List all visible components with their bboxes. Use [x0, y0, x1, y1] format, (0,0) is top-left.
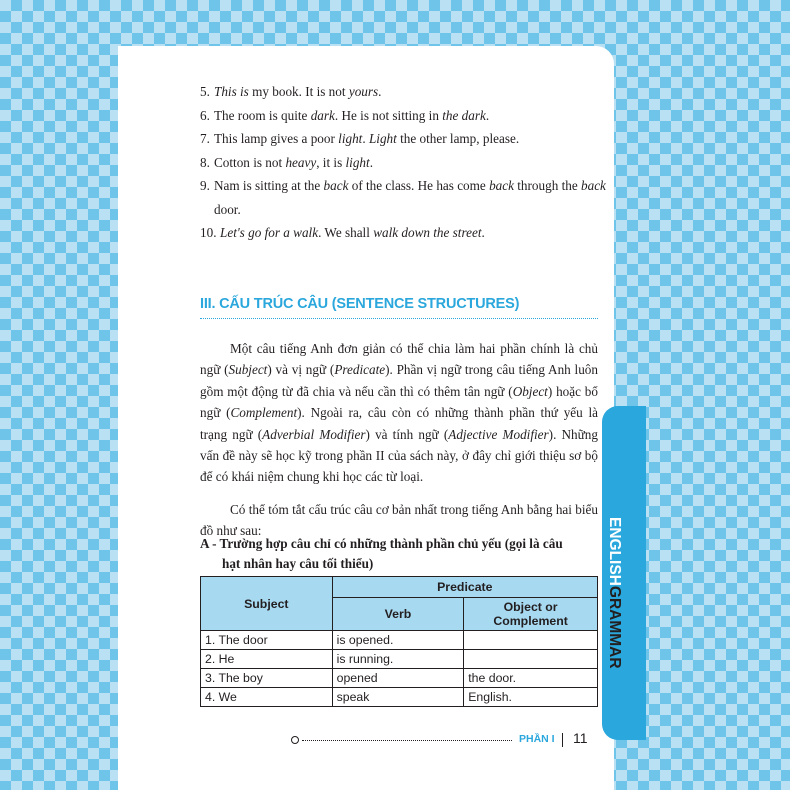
example-number: 7.: [200, 131, 210, 146]
text-run: .: [485, 107, 490, 123]
table-row: [201, 650, 598, 669]
italic-term: heavy: [285, 154, 317, 170]
subject-cell: 3. The boy: [201, 669, 333, 688]
text-run: .: [369, 154, 373, 170]
example-item: [200, 151, 610, 175]
example-number: 10.: [200, 225, 217, 240]
subject-cell: 2. He: [201, 650, 333, 669]
text-run: Cotton is not: [214, 154, 286, 170]
subheading-line1: A - Trường hợp câu chỉ có những thành phần chủ yếu (gọi là câu: [200, 536, 563, 551]
page-number: 11: [573, 730, 588, 746]
object-header-line1: Object or: [503, 600, 558, 614]
verb-cell: speak: [332, 688, 464, 707]
subject-cell: 4. We: [201, 688, 333, 707]
object-cell: [464, 650, 598, 669]
object-cell: the door.: [464, 669, 598, 688]
example-number: 5.: [200, 84, 210, 99]
object-cell: English.: [464, 688, 598, 707]
subject-cell: 1. The door: [201, 631, 333, 650]
example-text: [214, 225, 485, 240]
text-run: .: [378, 84, 382, 99]
object-header-line2: Complement: [493, 614, 568, 628]
italic-term: Adjective Modifier: [448, 426, 549, 442]
section-heading: III. CẤU TRÚC CÂU (SENTENCE STRUCTURES): [200, 296, 520, 312]
example-item: [200, 127, 610, 151]
italic-term: Object: [512, 383, 548, 399]
text-run: ). Ngoài ra, câu còn có những thành phần thứ yếu là trạng ngữ (: [200, 405, 598, 442]
example-text: [214, 178, 606, 217]
example-item: [200, 80, 610, 104]
text-run: The room is quite: [214, 107, 311, 123]
footer-separator: [562, 733, 563, 747]
text-run: .: [362, 131, 369, 146]
examples-list: [200, 80, 610, 245]
example-text: [214, 155, 373, 170]
example-number: 8.: [200, 154, 210, 170]
footer-divider: [302, 740, 512, 741]
heading-divider: [200, 318, 598, 319]
italic-term: dark: [310, 107, 335, 123]
text-run: through the: [513, 178, 581, 193]
example-item: [200, 221, 610, 245]
italic-term: light: [345, 154, 370, 170]
object-header: [464, 598, 598, 631]
example-item: [200, 174, 610, 221]
text-run: ) và tính ngữ (: [365, 426, 449, 442]
subheading-a: [200, 534, 598, 574]
table-row: [201, 669, 598, 688]
summary-paragraph-text: Có thể tóm tắt cấu trúc câu cơ bản nhất trong tiếng Anh bằng hai biểu đồ như sau:: [200, 502, 598, 539]
text-run: ). Những vấn đề này sẽ học kỹ trong phần II của sách này, ở đây chỉ giới thiệu sơ bộ để có khái niệm chung khi học các từ loại.: [200, 426, 598, 485]
object-cell: [464, 631, 598, 650]
subheading-line2: hạt nhân hay câu tối thiểu): [222, 556, 374, 571]
italic-term: back: [581, 178, 606, 193]
example-number: 9.: [200, 178, 210, 193]
italic-term: yours: [348, 84, 379, 99]
text-run: door.: [214, 201, 241, 217]
text-run: .: [481, 225, 485, 240]
example-item: [200, 104, 610, 128]
text-run: This lamp gives a poor: [214, 131, 339, 146]
text-run: , it is: [316, 154, 346, 170]
italic-term: Let's go for a walk: [220, 225, 319, 240]
intro-paragraph-text: [200, 341, 598, 484]
italic-term: back: [489, 178, 514, 193]
intro-paragraph: [200, 338, 598, 488]
example-text: [214, 131, 519, 146]
table-row: [201, 688, 598, 707]
footer-part-label: PHẦN I: [519, 733, 555, 745]
text-run: ) và vị ngữ (: [267, 362, 335, 378]
text-run: . We shall: [318, 225, 374, 240]
predicate-header: Predicate: [332, 577, 597, 598]
subject-header: Subject: [201, 577, 333, 631]
italic-term: Adverbial Modifier: [262, 426, 366, 442]
table-row: [201, 631, 598, 650]
italic-term: Subject: [228, 362, 268, 378]
example-text: [214, 84, 381, 99]
text-run: ) hoặc bổ ngữ (: [200, 383, 598, 421]
italic-term: This is: [214, 84, 249, 99]
italic-term: the dark: [442, 107, 486, 123]
side-tab-english: ENGLISH: [606, 517, 623, 586]
text-run: Nam is sitting at the: [214, 178, 324, 193]
sentence-structure-table: [200, 576, 598, 707]
text-run: . He is not sitting in: [334, 107, 443, 123]
verb-header: Verb: [332, 598, 464, 631]
text-run: Một câu tiếng Anh đơn giản có thể chia làm hai phần chính là chủ ngữ (: [200, 341, 598, 378]
text-run: the other lamp, please.: [396, 131, 520, 146]
italic-term: walk down the street: [373, 225, 482, 240]
verb-cell: opened: [332, 669, 464, 688]
italic-term: Complement: [230, 405, 298, 421]
example-number: 6.: [200, 107, 210, 123]
verb-cell: is opened.: [332, 631, 464, 650]
text-run: ). Phần vị ngữ trong câu tiếng Anh luôn gồm một động từ đã chia và nếu cần thì có thêm tân ngữ (: [200, 362, 598, 399]
footer-circle-icon: [291, 736, 299, 744]
example-text: [214, 108, 489, 123]
side-tab-grammar: GRAMMAR: [606, 585, 623, 669]
text-run: of the class. He has come: [348, 178, 490, 193]
text-run: my book. It is not: [248, 84, 349, 99]
italic-term: light: [338, 131, 363, 146]
italic-term: Light: [368, 131, 397, 146]
verb-cell: is running.: [332, 650, 464, 669]
italic-term: back: [323, 178, 349, 193]
italic-term: Predicate: [334, 362, 386, 378]
